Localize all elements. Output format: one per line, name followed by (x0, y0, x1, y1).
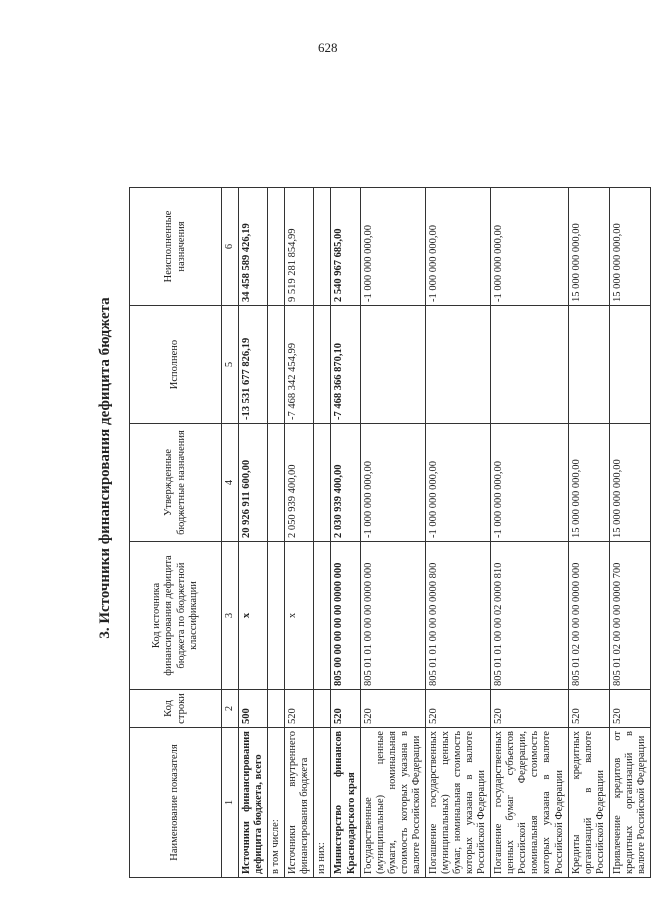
table-cell-done (314, 306, 331, 424)
table-cell-rest: 15 000 000 000,00 (568, 188, 609, 306)
page-number: 628 (318, 40, 338, 55)
table-cell-approved: 2 050 939 400,00 (285, 424, 314, 542)
table-row (360, 188, 425, 878)
table-cell-name: из них: (314, 728, 331, 878)
table-cell-src: 805 01 01 00 00 02 0000 810 (491, 542, 568, 690)
header-cell: Исполнено (130, 306, 222, 424)
table-row (331, 188, 360, 878)
budget-deficit-table (129, 187, 651, 878)
section-title: 3. Источники финансирования дефицита бюджета (97, 297, 113, 639)
table-row (268, 188, 285, 878)
table-row (609, 188, 650, 878)
table-cell-code: 500 (239, 690, 268, 728)
table-cell-name: Привлечение кредитов от кредитных организаций в валюте Российской Федерации (609, 728, 650, 878)
col-number: 1 (222, 728, 239, 878)
table-cell-name: Источники внутреннего финансирования бюджета (285, 728, 314, 878)
col-number: 5 (222, 306, 239, 424)
table-cell-approved: 15 000 000 000,00 (609, 424, 650, 542)
table-cell-name: Кредиты кредитных организаций в валюте Российской Федерации (568, 728, 609, 878)
table-cell-approved: -1 000 000 000,00 (425, 424, 490, 542)
table-cell-done (609, 306, 650, 424)
column-number-row (222, 188, 239, 878)
header-cell: Код источника финансирования дефицита бюджета по бюджетной классификации (130, 542, 222, 690)
table-cell-src: х (285, 542, 314, 690)
table-cell-approved: 15 000 000 000,00 (568, 424, 609, 542)
table-cell-src: 805 01 01 00 00 00 0000 800 (425, 542, 490, 690)
table-cell-done (568, 306, 609, 424)
table-cell-code: 520 (425, 690, 490, 728)
table-cell-src: 805 01 02 00 00 00 0000 700 (609, 542, 650, 690)
table-cell-rest: -1 000 000 000,00 (425, 188, 490, 306)
table-cell-approved (314, 424, 331, 542)
header-cell: Утвержденные бюджетные назначения (130, 424, 222, 542)
table-cell-approved: -1 000 000 000,00 (491, 424, 568, 542)
rotated-page (75, 58, 647, 878)
table-cell-name: Источники финансирования дефицита бюджета, всего (239, 728, 268, 878)
table-cell-done (491, 306, 568, 424)
table-cell-rest: -1 000 000 000,00 (360, 188, 425, 306)
table-cell-src: х (239, 542, 268, 690)
table-cell-rest: 34 458 589 426,19 (239, 188, 268, 306)
col-number: 2 (222, 690, 239, 728)
table-cell-src: 805 01 01 00 00 00 0000 000 (360, 542, 425, 690)
table-cell-done: -13 531 677 826,19 (239, 306, 268, 424)
table-cell-code (268, 690, 285, 728)
table-row (425, 188, 490, 878)
col-number: 4 (222, 424, 239, 542)
table-cell-rest: 9 519 281 854,99 (285, 188, 314, 306)
table-cell-approved: 2 030 939 400,00 (331, 424, 360, 542)
table-cell-src: 805 00 00 00 00 00 0000 000 (331, 542, 360, 690)
header-cell: Наименование показателя (130, 728, 222, 878)
table-cell-code (314, 690, 331, 728)
table-cell-rest (314, 188, 331, 306)
table-row (314, 188, 331, 878)
table-cell-src: 805 01 02 00 00 00 0000 000 (568, 542, 609, 690)
table-row (491, 188, 568, 878)
table-row (285, 188, 314, 878)
table-cell-name: Погашение государственных ценных бумаг субъектов Российской Федерации, номинальная стоимость которых указана в валюте Российской Федерации (491, 728, 568, 878)
header-cell: Неисполненные назначения (130, 188, 222, 306)
table-cell-done (425, 306, 490, 424)
table-cell-rest: -1 000 000 000,00 (491, 188, 568, 306)
table-cell-done: -7 468 366 870,10 (331, 306, 360, 424)
table-cell-code: 520 (360, 690, 425, 728)
table-cell-rest: 15 000 000 000,00 (609, 188, 650, 306)
table-cell-approved: -1 000 000 000,00 (360, 424, 425, 542)
table-cell-name: Государственные (муниципальные) ценные бумаги, номинальная стоимость которых указана в валюте Российской Федерации (360, 728, 425, 878)
table-cell-code: 520 (568, 690, 609, 728)
table-cell-name: Погашение государственных (муниципальных) ценных бумаг, номинальная стоимость которых указана в валюте Российской Федерации (425, 728, 490, 878)
table-cell-code: 520 (285, 690, 314, 728)
table-cell-code: 520 (491, 690, 568, 728)
table-cell-done: -7 468 342 454,99 (285, 306, 314, 424)
table-cell-done (360, 306, 425, 424)
table-cell-src (268, 542, 285, 690)
table-row (239, 188, 268, 878)
col-number: 6 (222, 188, 239, 306)
table-cell-src (314, 542, 331, 690)
table-cell-rest: 2 540 967 685,00 (331, 188, 360, 306)
table-cell-rest (268, 188, 285, 306)
table-cell-approved: 20 926 911 600,00 (239, 424, 268, 542)
table-cell-code: 520 (609, 690, 650, 728)
table-row (568, 188, 609, 878)
table-cell-name: в том числе: (268, 728, 285, 878)
table-cell-code: 520 (331, 690, 360, 728)
header-row (130, 188, 222, 878)
table-cell-name: Министерство финансов Краснодарского края (331, 728, 360, 878)
header-cell: Код строки (130, 690, 222, 728)
table-cell-approved (268, 424, 285, 542)
table-cell-done (268, 306, 285, 424)
col-number: 3 (222, 542, 239, 690)
